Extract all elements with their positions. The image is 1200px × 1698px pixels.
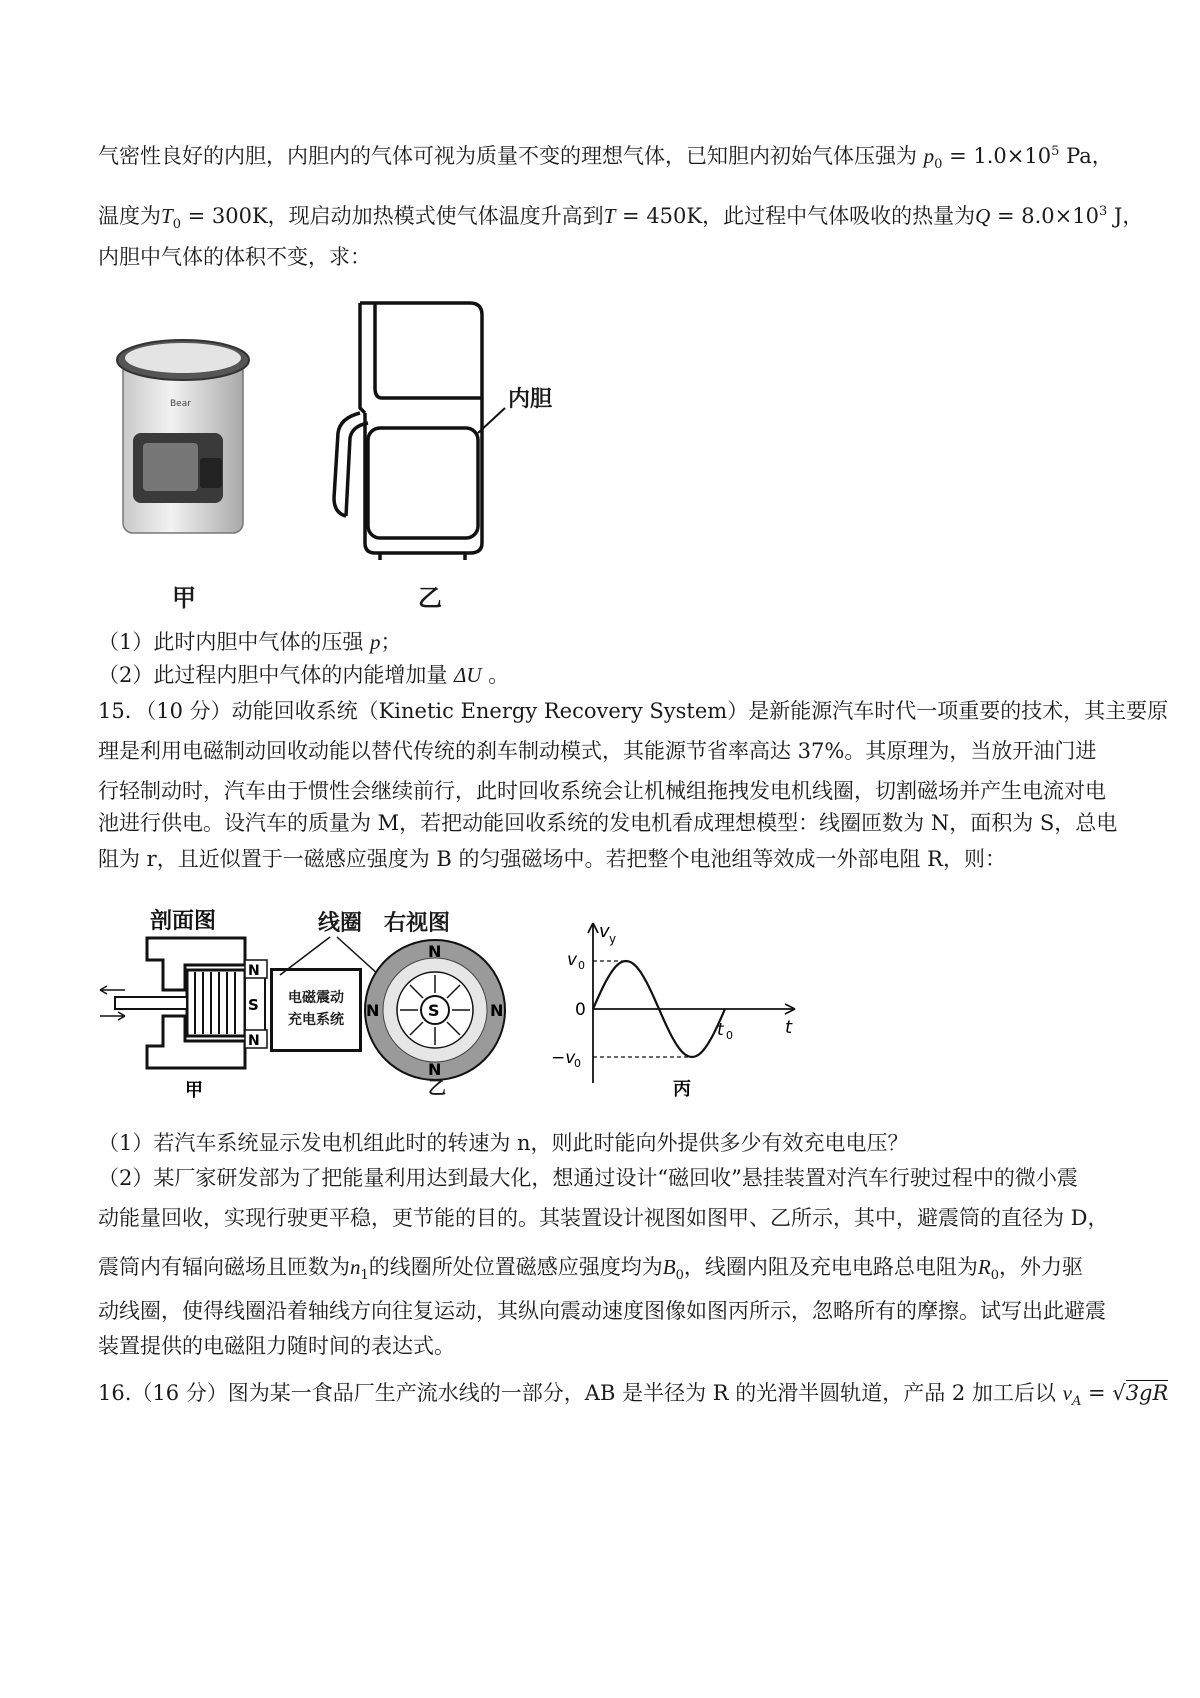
q15-line-1: 15．（10 分）动能回收系统（Kinetic Energy Recovery System）是新能源汽车时代一项重要的技术，其主要原: [98, 699, 1169, 723]
q15-line-5: 阻为 r，且近似置于一磁感应强度为 B 的匀强磁场中。若把整个电池组等效成一外部电阻 R，则：: [98, 847, 1006, 871]
fig15-section-n-top: N: [248, 963, 260, 979]
q15-sub2-line-1: （2）某厂家研发部为了把能量利用达到最大化，想通过设计“磁回收”悬挂装置对汽车行驶过程中的微小震: [98, 1166, 1078, 1190]
q-value: = 8.0×10: [990, 204, 1099, 228]
fig15-right-s: S: [428, 1001, 440, 1020]
fig15-vt-graph: [545, 905, 805, 1105]
fig15-coil-label: 线圈: [318, 910, 363, 936]
q15-sub2-line-3: 震筒内有辐向磁场且匝数为$n_1$的线圈所处位置磁感应强度均为$B_0$，线圈内阻及充电电路总电阻为$R_0$，外力驱: [98, 1255, 1083, 1284]
fig15-section-n-bottom: N: [248, 1033, 260, 1049]
fig15-label-bing: 丙: [673, 1079, 691, 1100]
fig15-charging-box: 电磁震动 充电系统: [270, 968, 362, 1052]
fig15-right-n-left: N: [366, 1001, 380, 1020]
fig15-right-n-right: N: [490, 1001, 504, 1020]
q15-line-4: 池进行供电。设汽车的质量为 M，若把动能回收系统的发电机看成理想模型：线圈匝数为 N，面积为 S，总电: [98, 811, 1118, 835]
q-exponent: 3: [1098, 204, 1108, 219]
q14-sub1: （1）此时内胆中气体的压强 p；: [98, 630, 402, 654]
fig15-right-view: [360, 935, 510, 1085]
tick-zero: 0: [575, 1000, 586, 1020]
svg-text:Bear: Bear: [170, 399, 191, 409]
fig14-photo: [105, 318, 265, 548]
sqrt-radicand: 3gR: [1125, 1381, 1169, 1405]
p0-exponent: 5: [1051, 144, 1060, 159]
svg-text:0: 0: [726, 1029, 733, 1042]
fig15-label-jia: 甲: [185, 1080, 203, 1101]
intro-line-2: 温度为$T_0 = 300K$，现启动加热模式使气体温度升高到T = 450K，此过程中气体吸收的热量为$Q = 8.0\times 10^3$ J，: [98, 204, 1144, 233]
axis-v-label: v: [599, 921, 610, 942]
p0-symbol: p: [923, 144, 935, 168]
q15-line-3: 行轻制动时，汽车由于惯性会继续前行，此时回收系统会让机械组拖拽发电机线圈，切割磁场并产生电流对电: [98, 779, 1106, 803]
q15-sub2-line-5: 装置提供的电磁阻力随时间的表达式。: [98, 1334, 455, 1358]
fig15-label-yi: 乙: [428, 1078, 446, 1099]
tick-neg-v0: −v: [551, 1048, 576, 1068]
fig15-right-n-top: N: [428, 942, 442, 961]
fig14-label-jia: 甲: [172, 583, 196, 612]
tick-v0: v: [567, 950, 578, 970]
fig15-right-n-bottom: N: [428, 1060, 442, 1079]
svg-text:0: 0: [574, 1057, 581, 1070]
t0-value: = 300K，现启动加热模式使气体温度升高到: [180, 204, 604, 228]
fig14-label-yi: 乙: [418, 583, 442, 612]
axis-v-sub: y: [609, 932, 617, 946]
t-value: = 450K，此过程中气体吸收的热量为: [615, 204, 976, 228]
intro-text: 温度为: [98, 204, 161, 228]
q15-sub1: （1）若汽车系统显示发电机组此时的转速为 n，则此时能向外提供多少有效充电电压？: [98, 1131, 909, 1155]
q-unit: J，: [1107, 204, 1144, 228]
intro-text: 气密性良好的内胆，内胆内的气体可视为质量不变的理想气体，已知胆内初始气体压强为: [98, 144, 924, 168]
fig14-diagram: [320, 298, 580, 578]
q15-sub2-line-4: 动线圈，使得线圈沿着轴线方向往复运动，其纵向震动速度图像如图丙所示，忽略所有的摩擦。试写出此避震: [98, 1299, 1106, 1323]
p0-unit: Pa，: [1059, 144, 1113, 168]
intro-line-1: 气密性良好的内胆，内胆内的气体可视为质量不变的理想气体，已知胆内初始气体压强为 $p_0 = 1.0\times 10^5$ Pa，: [98, 144, 1113, 173]
q14-sub2: （2）此过程内胆中气体的内能增加量 ΔU 。: [98, 663, 510, 687]
fig15-right-view-title: 右视图: [384, 910, 451, 936]
fig15-section-title: 剖面图: [150, 909, 217, 934]
q15-sub2-line-2: 动能量回收，实现行驶更平稳，更节能的目的。其装置设计视图如图甲、乙所示，其中，避震筒的直径为 D，: [98, 1206, 1109, 1230]
fig14-label-inner: 内胆: [508, 386, 553, 412]
intro-line-3: 内胆中气体的体积不变，求：: [98, 245, 371, 269]
p0-value: = 1.0×10: [942, 144, 1052, 168]
fig15-section-s: S: [248, 996, 259, 1014]
axis-t-label: t: [785, 1017, 793, 1038]
tick-t0: t: [717, 1020, 724, 1040]
svg-text:0: 0: [578, 959, 585, 972]
q15-line-2: 理是利用电磁制动回收动能以替代传统的刹车制动模式，其能源节省率高达 37%。其原理为，当放开油门进: [98, 739, 1097, 763]
q16-line-1: 16.（16 分）图为某一食品厂生产流水线的一部分，AB 是半径为 R 的光滑半圆轨道，产品 2 加工后以 $v_A = √3gR$: [98, 1381, 1169, 1410]
